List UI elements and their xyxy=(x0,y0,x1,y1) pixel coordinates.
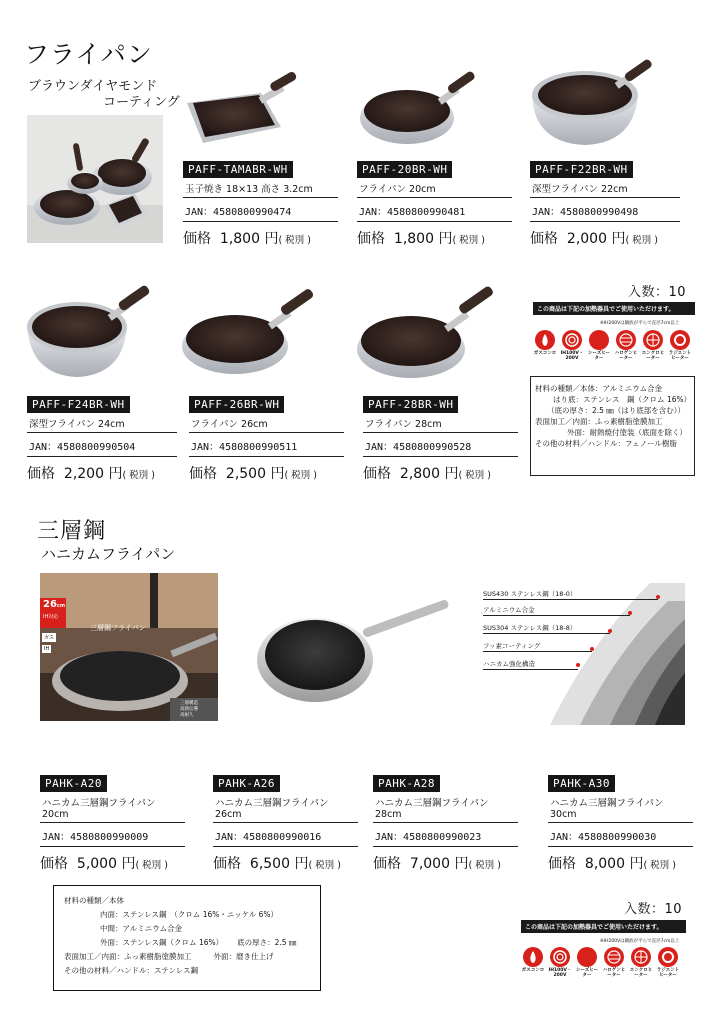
spec-line: （底の厚さ：2.5 ㎜（はり底部を含む）） xyxy=(547,406,686,415)
pan-image-20 xyxy=(357,63,482,155)
heater-gas-icon: ガスコンロ xyxy=(521,947,545,978)
heater-gas-icon: ガスコンロ xyxy=(533,330,557,361)
product-paff-tamabr-wh xyxy=(183,158,338,248)
product-code: PAHK-A26 xyxy=(213,775,280,792)
heater-sheathed-icon: シーズヒーター xyxy=(575,947,599,978)
pan-image-tamagoyaki xyxy=(183,65,308,155)
product-jan: JAN：4580800990030 xyxy=(548,823,693,847)
product-paff-26br-wh xyxy=(189,393,344,483)
photo-sign: 三層鋼フライパン xyxy=(90,624,146,632)
product-price: 価格 1,800 円( 税別 ) xyxy=(357,231,485,247)
heater-icons-2 xyxy=(521,947,680,978)
heater-notice-small: ※IH200Vは鍋底が平らで直径7cm以上 xyxy=(600,321,680,326)
product-code: PAFF-20BR-WH xyxy=(357,161,452,178)
product-price: 価格 1,800 円( 税別 ) xyxy=(183,231,311,247)
product-jan: JAN：4580800990481 xyxy=(357,198,512,222)
heater-radiant-icon: ラジエントヒーター xyxy=(656,947,680,978)
heater-ih-icon: IH100V・200V xyxy=(548,947,572,978)
spec-line: その他の材料／ハンドル：ステンレス鋼 xyxy=(64,966,199,975)
section-subtitle-line1: ブラウンダイヤモンド xyxy=(28,79,158,94)
product-desc: ハニカム三層鋼フライパン 30cm xyxy=(548,792,693,823)
product-desc: フライパン 20cm xyxy=(357,178,512,198)
quantity-label: 入数：10 xyxy=(628,285,687,300)
heat-badge-ih: IH xyxy=(44,646,50,652)
product-price: 価格 8,000 円( 税別 ) xyxy=(548,856,676,872)
size-badge-sub: IH対応 xyxy=(43,614,59,620)
heater-sheathed-icon: シーズヒーター xyxy=(587,330,611,361)
product-jan: JAN：4580800990511 xyxy=(189,433,344,457)
material-spec-box-2 xyxy=(53,885,321,991)
product-pahk-a20 xyxy=(40,772,185,873)
product-jan: JAN：4580800990016 xyxy=(213,823,358,847)
heat-badge-gas: ガス xyxy=(44,635,55,641)
heater-notice: この商品は下記の加熱器具でご使用いただけます。 xyxy=(533,302,695,315)
product-desc: ハニカム三層鋼フライパン 26cm xyxy=(213,792,358,823)
product-desc: 深型フライパン 24cm xyxy=(27,413,177,433)
product-code: PAHK-A30 xyxy=(548,775,615,792)
product-paff-28br-wh xyxy=(363,393,518,483)
layer-diagram xyxy=(530,583,685,725)
product-price: 価格 5,000 円( 税別 ) xyxy=(40,856,168,872)
section-title-sansoukou: 三層鋼 xyxy=(37,519,107,544)
product-price: 価格 6,500 円( 税別 ) xyxy=(213,856,341,872)
product-price: 価格 2,200 円( 税別 ) xyxy=(27,466,155,482)
heater-enclosed-icon: エンクロヒーター xyxy=(629,947,653,978)
product-desc: 玉子焼き 18×13 高さ 3.2cm xyxy=(183,178,338,198)
product-price: 価格 7,000 円( 税別 ) xyxy=(373,856,501,872)
layer-label-sus430: SUS430 ステンレス鋼（18-0） xyxy=(483,589,576,598)
pan-image-f22 xyxy=(530,55,660,155)
product-desc: 深型フライパン 22cm xyxy=(530,178,680,198)
product-desc: フライパン 26cm xyxy=(189,413,344,433)
product-desc: フライパン 28cm xyxy=(363,413,518,433)
product-price: 価格 2,500 円( 税別 ) xyxy=(189,466,317,482)
product-paff-f24br-wh xyxy=(27,393,177,483)
spec-line: 表面加工／内面：ふっ素樹脂塗膜加工 xyxy=(535,417,663,426)
pan-image-f24 xyxy=(25,275,165,385)
honeycomb-pan-image xyxy=(255,600,455,710)
heater-enclosed-icon: エンクロヒーター xyxy=(641,330,665,361)
spec-line: 材料の種類／本体 xyxy=(64,896,124,905)
layer-label-honeycomb: ハニカム強化構造 xyxy=(483,659,535,668)
product-jan: JAN：4580800990504 xyxy=(27,433,177,457)
product-code: PAFF-26BR-WH xyxy=(189,396,284,413)
section-title-frypan: フライパン xyxy=(24,40,153,69)
heater-notice-2: この商品は下記の加熱器具でご使用いただけます。 xyxy=(521,920,686,933)
product-jan: JAN：4580800990009 xyxy=(40,823,185,847)
spec-line: 外面：耐熱焼付塗装（底面を除く） xyxy=(567,428,687,437)
product-jan: JAN：4580800990023 xyxy=(373,823,518,847)
pan-image-26 xyxy=(180,278,330,383)
spec-line: その他の材料／ハンドル：フェノール樹脂 xyxy=(535,439,677,448)
product-code: PAFF-F24BR-WH xyxy=(27,396,130,413)
section-subtitle-honeycomb: ハニカムフライパン xyxy=(41,545,176,563)
heater-halogen-icon: ハロゲンヒーター xyxy=(602,947,626,978)
heater-icons xyxy=(533,330,692,361)
heater-ih-icon: IH100V・200V xyxy=(560,330,584,361)
spec-line: 材料の種類／本体：アルミニウム合金 xyxy=(535,384,663,393)
product-desc: ハニカム三層鋼フライパン 20cm xyxy=(40,792,185,823)
kitchen-photo xyxy=(40,573,218,721)
product-pahk-a26 xyxy=(213,772,358,873)
product-pahk-a30 xyxy=(548,772,693,873)
product-price: 価格 2,800 円( 税別 ) xyxy=(363,466,491,482)
product-jan: JAN：4580800990498 xyxy=(530,198,680,222)
size-badge: 26cm xyxy=(43,599,66,610)
product-pahk-a28 xyxy=(373,772,518,873)
spec-line: 中間：アルミニウム合金 xyxy=(100,924,183,933)
heater-notice-small-2: ※IH200Vは鍋底が平らで直径7cm以上 xyxy=(600,939,680,944)
pan-image-28 xyxy=(355,275,510,385)
product-code: PAHK-A20 xyxy=(40,775,107,792)
product-jan: JAN：4580800990474 xyxy=(183,198,338,222)
heater-halogen-icon: ハロゲンヒーター xyxy=(614,330,638,361)
product-price: 価格 2,000 円( 税別 ) xyxy=(530,231,658,247)
product-jan: JAN：4580800990528 xyxy=(363,433,518,457)
quantity-label-2: 入数：10 xyxy=(624,902,683,917)
spec-line: 内面：ステンレス鋼 （クロム 16%・ニッケル 6%） xyxy=(100,910,278,919)
product-code: PAFF-TAMABR-WH xyxy=(183,161,293,178)
product-code: PAFF-F22BR-WH xyxy=(530,161,633,178)
product-desc: ハニカム三層鋼フライパン 28cm xyxy=(373,792,518,823)
section-subtitle-line2: コーティング xyxy=(103,95,180,110)
product-paff-20br-wh xyxy=(357,158,512,248)
spec-line: 外面：ステンレス鋼（クロム 16%） 底の厚さ：2.5 ㎜ xyxy=(100,938,297,947)
product-code: PAFF-28BR-WH xyxy=(363,396,458,413)
layer-label-sus304: SUS304 ステンレス鋼（18-8） xyxy=(483,623,576,632)
layer-label-aluminum: アルミニウム合金 xyxy=(483,605,535,614)
collection-photo xyxy=(27,115,163,243)
product-paff-f22br-wh xyxy=(530,158,680,248)
product-code: PAHK-A28 xyxy=(373,775,440,792)
spec-line: はり底：ステンレス 鋼（クロム 16%） xyxy=(553,395,692,404)
material-spec-box xyxy=(530,376,695,476)
spec-line: 表面加工／内面：ふっ素樹脂塗膜加工 外面：磨き仕上げ xyxy=(64,952,274,961)
heater-radiant-icon: ラジエントヒーター xyxy=(668,330,692,361)
photo-tags: 三層構造 高熱伝導 高耐久 xyxy=(180,701,198,718)
layer-label-fluorine: フッ素コーティング xyxy=(483,641,540,650)
